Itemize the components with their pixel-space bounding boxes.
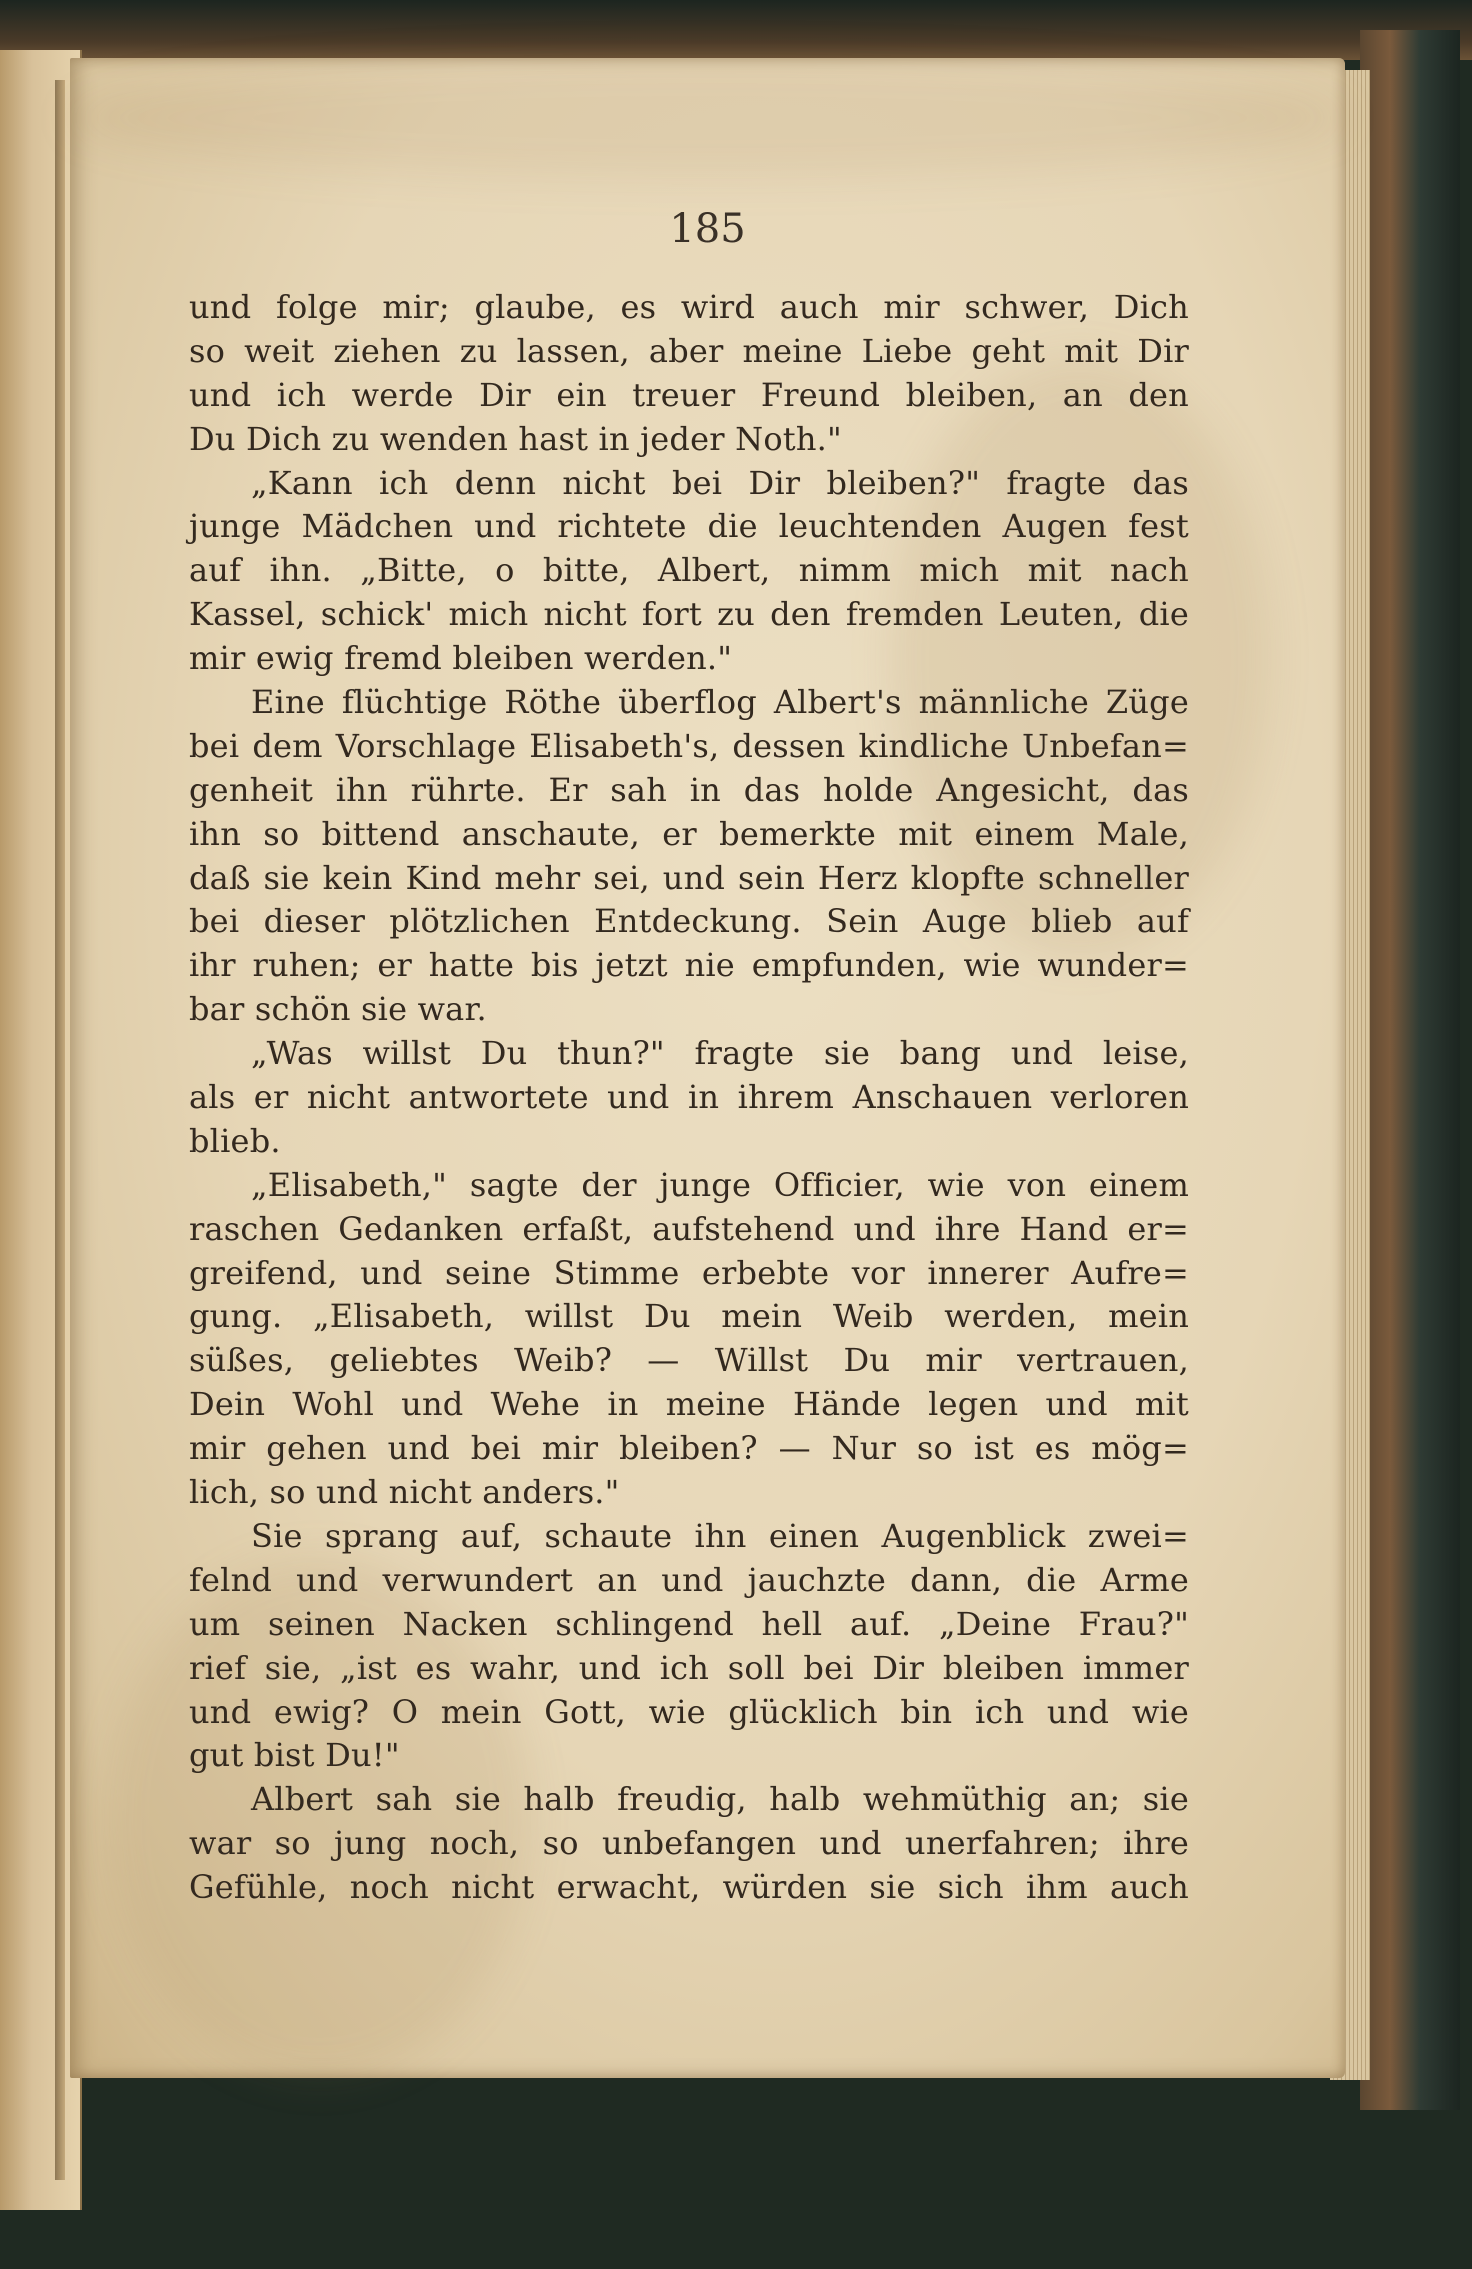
text-line: auf ihn. „Bitte, o bitte, Albert, nimm mich mit nach: [189, 551, 1189, 590]
text-line: „Elisabeth," sagte der junge Officier, wie von einem: [251, 1165, 1189, 1204]
text-line: mir ewig fremd bleiben werden.": [189, 639, 733, 678]
text-line: mir gehen und bei mir bleiben? — Nur so ist es mög=: [189, 1429, 1189, 1468]
text-line: Dein Wohl und Wehe in meine Hände legen und mit: [189, 1385, 1189, 1424]
text-line: Sie sprang auf, schaute ihn einen Augenblick zwei=: [251, 1516, 1189, 1555]
book-cover-top: [0, 0, 1472, 60]
text-line: Kassel, schick' mich nicht fort zu den fremden Leuten, die: [189, 595, 1189, 634]
book-page: [70, 58, 1345, 2078]
text-line: felnd und verwundert an und jauchzte dann, die Arme: [189, 1560, 1189, 1599]
text-line: junge Mädchen und richtete die leuchtenden Augen fest: [189, 507, 1189, 546]
text-line: gut bist Du!": [189, 1736, 400, 1775]
text-line: und ich werde Dir ein treuer Freund bleiben, an den: [189, 375, 1189, 414]
text-line: als er nicht antwortete und in ihrem Anschauen verloren: [189, 1078, 1189, 1117]
text-line: so weit ziehen zu lassen, aber meine Liebe geht mit Dir: [189, 331, 1189, 370]
text-line: „Kann ich denn nicht bei Dir bleiben?" fragte das: [251, 463, 1189, 502]
text-line: bei dem Vorschlage Elisabeth's, dessen kindliche Unbefan=: [189, 726, 1189, 765]
text-line: greifend, und seine Stimme erbebte vor innerer Aufre=: [189, 1253, 1189, 1292]
text-line: süßes, geliebtes Weib? — Willst Du mir vertrauen,: [189, 1341, 1189, 1380]
text-line: und folge mir; glaube, es wird auch mir schwer, Dich: [189, 288, 1189, 326]
text-line: bei dieser plötzlichen Entdeckung. Sein Auge blieb auf: [189, 902, 1189, 941]
text-line: Albert sah sie halb freudig, halb wehmüthig an; sie: [251, 1780, 1189, 1819]
text-line: genheit ihn rührte. Er sah in das holde Angesicht, das: [189, 770, 1189, 809]
paper-stain: [70, 58, 1345, 178]
text-line: daß sie kein Kind mehr sei, und sein Herz klopfte schneller: [189, 858, 1189, 897]
book-cover-right: [1360, 30, 1460, 2110]
text-line: um seinen Nacken schlingend hell auf. „Deine Frau?": [189, 1604, 1189, 1643]
text-line: lich, so und nicht anders.": [189, 1473, 620, 1512]
text-line: Gefühle, noch nicht erwacht, würden sie sich ihm auch: [189, 1868, 1189, 1907]
book-gutter: [55, 80, 65, 2180]
text-line: „Was willst Du thun?" fragte sie bang und leise,: [251, 1034, 1189, 1073]
text-line: Du Dich zu wenden hast in jeder Noth.": [189, 419, 842, 458]
body-text: [189, 286, 1189, 1910]
text-line: raschen Gedanken erfaßt, aufstehend und ihre Hand er=: [189, 1209, 1189, 1248]
text-line: war so jung noch, so unbefangen und unerfahren; ihre: [189, 1824, 1189, 1863]
text-line: rief sie, „ist es wahr, und ich soll bei Dir bleiben immer: [189, 1648, 1189, 1687]
text-line: und ewig? O mein Gott, wie glücklich bin ich und wie: [189, 1692, 1189, 1731]
page-number: 185: [669, 206, 746, 252]
text-line: blieb.: [189, 1121, 281, 1160]
text-line: bar schön sie war.: [189, 990, 487, 1029]
text-line: ihn so bittend anschaute, er bemerkte mit einem Male,: [189, 814, 1189, 853]
text-line: Eine flüchtige Röthe überflog Albert's männliche Züge: [251, 683, 1189, 722]
text-line: gung. „Elisabeth, willst Du mein Weib werden, mein: [189, 1297, 1189, 1336]
text-line: ihr ruhen; er hatte bis jetzt nie empfunden, wie wunder=: [189, 946, 1189, 985]
